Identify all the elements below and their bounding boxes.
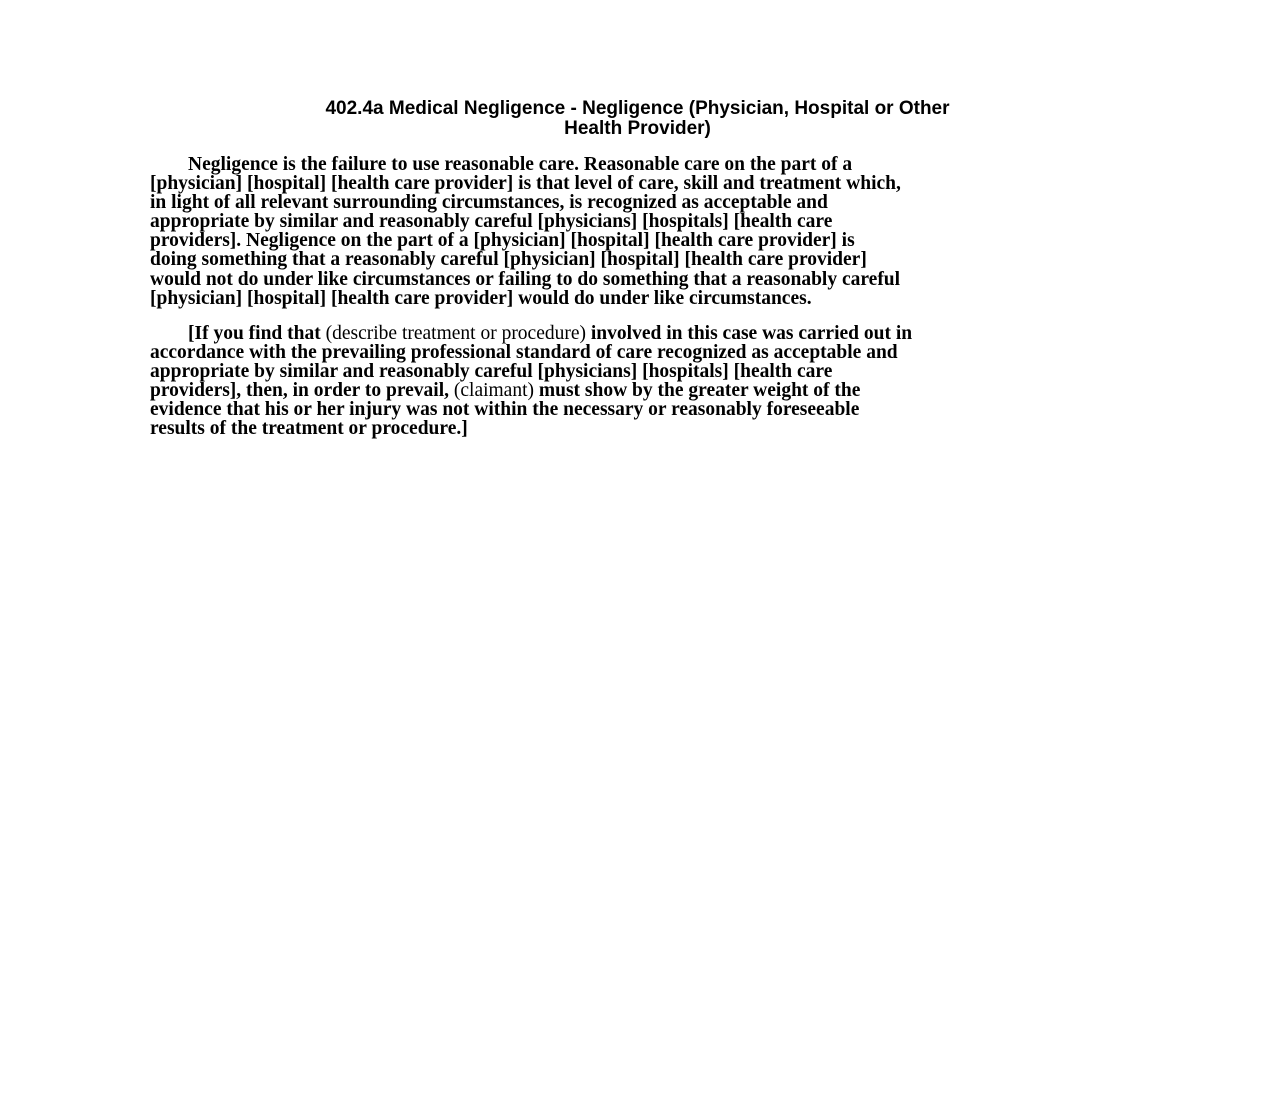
text-segment: [If you find that (188, 323, 326, 344)
text-line: appropriate by similar and reasonably careful [physicians] [hospitals] [health care (150, 361, 833, 383)
title-line: Health Provider) (564, 117, 711, 139)
text-line: providers]. Negligence on the part of a [physician] [hospital] [health care provider] is (150, 230, 855, 252)
paragraph-definition (150, 155, 1130, 308)
placeholder-text: (claimant) (453, 380, 534, 402)
text-line: evidence that his or her injury was not within the necessary or reasonably foreseeable (150, 399, 860, 421)
text-line: appropriate by similar and reasonably careful [physicians] [hospitals] [health care (150, 211, 833, 233)
text-line: accordance with the prevailing professional standard of care recognized as acceptable and (150, 342, 898, 364)
text-line (150, 381, 1130, 400)
text-line: [physician] [hospital] [health care provider] is that level of care, skill and treatment which, (150, 173, 901, 195)
text-segment: must show by the greater weight of the (534, 380, 861, 402)
text-line: [physician] [hospital] [health care provider] would do under like circumstances. (150, 287, 812, 309)
title-line: 402.4a Medical Negligence - Negligence (Physician, Hospital or Other (325, 98, 950, 119)
paragraph-optional-instruction (150, 324, 1130, 439)
text-line (150, 324, 1130, 343)
text-line: results of the treatment or procedure.] (150, 418, 468, 440)
text-line: would not do under like circumstances or failing to do something that a reasonably careful (150, 268, 901, 290)
document-title (0, 99, 1275, 138)
text-line: Negligence is the failure to use reasonable care. Reasonable care on the part of a (188, 154, 853, 175)
text-segment: providers], then, in order to prevail, (150, 380, 454, 402)
text-line: doing something that a reasonably careful [physician] [hospital] [health care provider] (150, 249, 867, 271)
text-line: in light of all relevant surrounding circumstances, is recognized as acceptable and (150, 192, 828, 214)
text-segment: involved in this case was carried out in (586, 323, 913, 344)
placeholder-text: (describe treatment or procedure) (325, 323, 587, 344)
